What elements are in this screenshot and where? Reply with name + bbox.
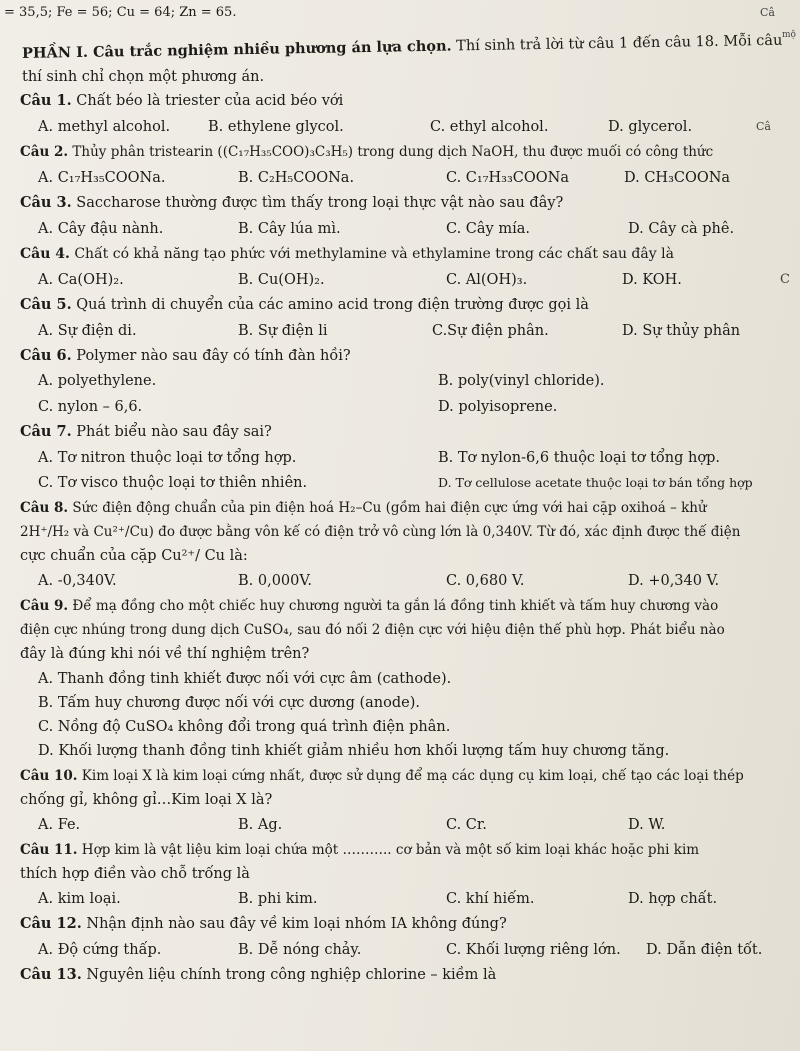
question-label: Câu 4. — [20, 246, 70, 262]
question-11-line-2: thích hợp điền vào chỗ trống là — [20, 866, 250, 882]
option-5a[interactable]: A. Sự điện di. — [38, 323, 137, 339]
option-1a[interactable]: A. methyl alcohol. — [38, 119, 171, 135]
question-10 — [20, 767, 744, 785]
question-9 — [20, 597, 718, 615]
question-label: Câu 7. — [20, 423, 72, 440]
section-title: PHẦN I. Câu trắc nghiệm nhiều phương án lựa chọn. — [21, 37, 452, 62]
edge-fragment-q1: Câ — [756, 120, 771, 133]
question-text: Chất có khả năng tạo phức với methylamine và ethylamine trong các chất sau đây là — [74, 246, 674, 262]
question-13 — [20, 966, 496, 984]
option-12d[interactable]: D. Dẫn điện tốt. — [646, 942, 763, 958]
edge-fragment-q4: C — [780, 272, 790, 287]
question-text: Hợp kim là vật liệu kim loại chứa một ……….. cơ bản và một số kim loại khác hoặc phi kim — [81, 842, 700, 858]
question-6 — [20, 347, 351, 365]
option-4b[interactable]: B. Cu(OH)₂. — [238, 272, 325, 288]
question-3 — [20, 194, 563, 212]
option-6d[interactable]: D. polyisoprene. — [438, 399, 558, 415]
option-3d[interactable]: D. Cây cà phê. — [628, 221, 735, 237]
question-text: Polymer nào sau đây có tính đàn hồi? — [76, 348, 351, 364]
option-10b[interactable]: B. Ag. — [238, 817, 283, 833]
option-8c[interactable]: C. 0,680 V. — [446, 573, 525, 589]
option-1c[interactable]: C. ethyl alcohol. — [430, 119, 549, 135]
question-9-line-2: điện cực nhúng trong dung dịch CuSO₄, sau đó nối 2 điện cực với hiệu điện thế phù hợp. Phát biểu nào — [20, 622, 725, 638]
question-label: Câu 12. — [20, 915, 82, 932]
option-4d[interactable]: D. KOH. — [622, 272, 682, 288]
option-11a[interactable]: A. kim loại. — [38, 891, 121, 907]
option-9a[interactable]: A. Thanh đồng tinh khiết được nối với cực âm (cathode). — [38, 671, 452, 687]
option-8b[interactable]: B. 0,000V. — [238, 573, 312, 589]
question-8-line-3: cực chuẩn của cặp Cu²⁺/ Cu là: — [20, 548, 248, 564]
option-1d[interactable]: D. glycerol. — [608, 119, 693, 135]
question-2 — [20, 143, 713, 161]
option-5c[interactable]: C.Sự điện phân. — [432, 323, 549, 339]
question-8-line-2: 2H⁺/H₂ và Cu²⁺/Cu) đo được bằng vôn kế có điện trở vô cùng lớn là 0,340V. Từ đó, xác định được thế điện — [20, 524, 741, 540]
option-3b[interactable]: B. Cây lúa mì. — [238, 221, 341, 237]
question-text: Nguyên liệu chính trong công nghiệp chlorine – kiềm là — [86, 967, 497, 983]
option-1b[interactable]: B. ethylene glycol. — [208, 119, 344, 135]
option-7c[interactable]: C. Tơ visco thuộc loại tơ thiên nhiên. — [38, 475, 308, 491]
option-8d[interactable]: D. +0,340 V. — [628, 573, 720, 589]
option-9d[interactable]: D. Khối lượng thanh đồng tinh khiết giảm nhiều hơn khối lượng tấm huy chương tăng. — [38, 743, 670, 759]
option-11c[interactable]: C. khí hiếm. — [446, 891, 535, 907]
question-text: Sức điện động chuẩn của pin điện hoá H₂–Cu (gồm hai điện cực ứng với hai cặp oxihoá – khử — [72, 500, 707, 516]
option-6c[interactable]: C. nylon – 6,6. — [38, 399, 143, 415]
option-6b[interactable]: B. poly(vinyl chloride). — [438, 373, 605, 389]
option-10d[interactable]: D. W. — [628, 817, 666, 833]
question-8 — [20, 499, 707, 517]
question-label: Câu 5. — [20, 296, 72, 313]
question-label: Câu 9. — [20, 598, 69, 614]
question-label: Câu 1. — [20, 92, 72, 109]
option-8a[interactable]: A. -0,340V. — [38, 573, 117, 589]
question-5 — [20, 296, 589, 314]
question-text: Thủy phân tristearin ((C₁₇H₃₅COO)₃C₃H₅) trong dung dịch NaOH, thu được muối có công thức — [72, 144, 714, 160]
section-header — [22, 32, 783, 63]
question-label: Câu 3. — [20, 194, 72, 211]
question-12 — [20, 915, 507, 933]
option-12b[interactable]: B. Dễ nóng chảy. — [238, 942, 362, 958]
question-4 — [20, 245, 674, 263]
question-label: Câu 10. — [20, 768, 78, 784]
option-4c[interactable]: C. Al(OH)₃. — [446, 272, 528, 288]
question-text: Để mạ đồng cho một chiếc huy chương người ta gắn lá đồng tinh khiết và tấm huy chương vào — [72, 598, 719, 614]
question-text: Quá trình di chuyển của các amino acid trong điện trường được gọi là — [76, 297, 589, 313]
question-label: Câu 8. — [20, 500, 69, 516]
atomic-masses-header: = 35,5; Fe = 56; Cu = 64; Zn = 65. — [4, 5, 237, 20]
question-text: Phát biểu nào sau đây sai? — [76, 424, 272, 440]
question-label: Câu 2. — [20, 144, 69, 160]
question-label: Câu 13. — [20, 966, 82, 983]
edge-fragment-top-right-2: mộ — [782, 30, 796, 40]
option-7d[interactable]: D. Tơ cellulose acetate thuộc loại tơ bán tổng hợp — [438, 475, 753, 490]
option-2c[interactable]: C. C₁₇H₃₃COONa — [446, 170, 569, 186]
option-7b[interactable]: B. Tơ nylon-6,6 thuộc loại tơ tổng hợp. — [438, 450, 720, 466]
option-2b[interactable]: B. C₂H₅COONa. — [238, 170, 355, 186]
option-11b[interactable]: B. phi kim. — [238, 891, 318, 907]
option-3a[interactable]: A. Cây đậu nành. — [38, 221, 164, 237]
option-12a[interactable]: A. Độ cứng thấp. — [38, 942, 162, 958]
option-12c[interactable]: C. Khối lượng riêng lớn. — [446, 942, 621, 958]
option-5b[interactable]: B. Sự điện li — [238, 323, 328, 339]
option-9b[interactable]: B. Tấm huy chương được nối với cực dương (anode). — [38, 695, 420, 711]
option-2a[interactable]: A. C₁₇H₃₅COONa. — [38, 170, 166, 186]
question-1 — [20, 92, 343, 110]
option-10c[interactable]: C. Cr. — [446, 817, 487, 833]
option-4a[interactable]: A. Ca(OH)₂. — [38, 272, 124, 288]
option-3c[interactable]: C. Cây mía. — [446, 221, 530, 237]
question-11 — [20, 841, 699, 859]
question-10-line-2: chống gỉ, không gỉ…Kim loại X là? — [20, 792, 273, 808]
option-5d[interactable]: D. Sự thủy phân — [622, 323, 741, 339]
option-7a[interactable]: A. Tơ nitron thuộc loại tơ tổng hợp. — [38, 450, 297, 466]
section-instruction-cont: thí sinh chỉ chọn một phương án. — [22, 69, 265, 85]
question-text: Chất béo là triester của acid béo với — [76, 93, 344, 109]
option-11d[interactable]: D. hợp chất. — [628, 891, 718, 907]
question-text: Nhận định nào sau đây về kim loại nhóm IA không đúng? — [86, 916, 507, 932]
question-9-line-3: đây là đúng khi nói về thí nghiệm trên? — [20, 646, 310, 662]
option-10a[interactable]: A. Fe. — [38, 817, 81, 833]
option-9c[interactable]: C. Nồng độ CuSO₄ không đổi trong quá trình điện phân. — [38, 719, 451, 735]
edge-fragment-top-right: Câ — [760, 6, 775, 19]
option-2d[interactable]: D. CH₃COONa — [624, 170, 731, 186]
section-instruction: Thí sinh trả lời từ câu 1 đến câu 18. Mỗi câu — [456, 32, 783, 55]
option-6a[interactable]: A. polyethylene. — [38, 373, 157, 389]
question-label: Câu 6. — [20, 347, 72, 364]
question-7 — [20, 423, 272, 441]
question-label: Câu 11. — [20, 842, 78, 858]
question-text: Kim loại X là kim loại cứng nhất, được sử dụng để mạ các dụng cụ kim loại, chế tạo các loại thép — [81, 768, 744, 784]
question-text: Saccharose thường được tìm thấy trong loại thực vật nào sau đây? — [76, 195, 564, 211]
